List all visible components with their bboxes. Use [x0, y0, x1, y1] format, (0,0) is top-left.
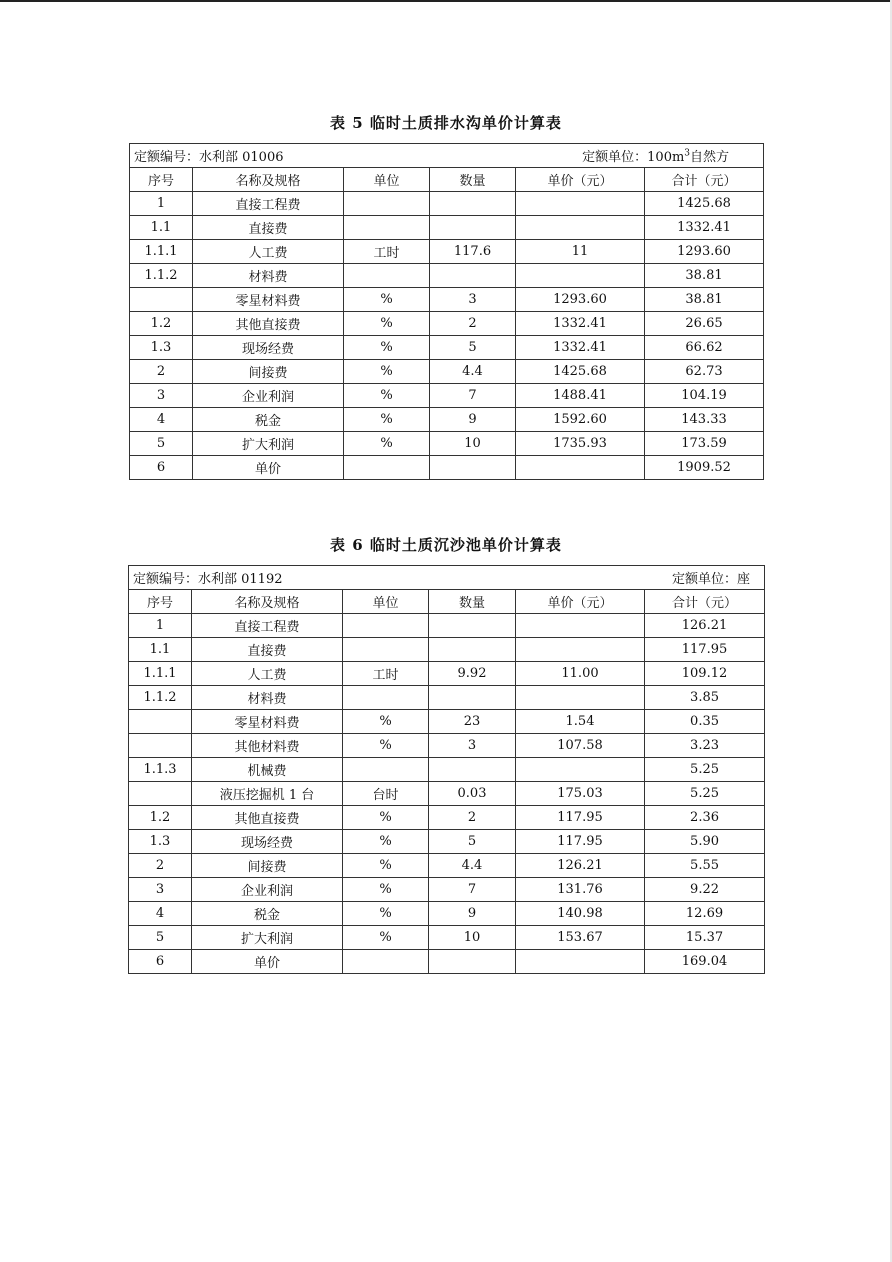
- table5-cell: [516, 192, 645, 216]
- table6-cell: 1.1.2: [129, 686, 192, 710]
- table5-cell: 117.6: [430, 240, 516, 264]
- table6-cell: 5: [129, 926, 192, 950]
- table6-cell: 1.3: [129, 830, 192, 854]
- table5-row: [130, 360, 764, 384]
- table5-cell: 税金: [193, 408, 344, 432]
- table6-cell: 0.03: [429, 782, 516, 806]
- table6-quota-number: 定额编号：水利部 01192: [133, 572, 283, 587]
- table6-cell: 9.22: [645, 878, 765, 902]
- table6-cell: 工时: [343, 662, 429, 686]
- table5-cell: 2: [430, 312, 516, 336]
- table6-cell: [429, 614, 516, 638]
- table6-cell: [343, 758, 429, 782]
- table5-cell: 1332.41: [516, 336, 645, 360]
- table6-cell: 企业利润: [192, 878, 343, 902]
- table6-cell: 机械费: [192, 758, 343, 782]
- table6-cell: 材料费: [192, 686, 343, 710]
- table5-cell: 间接费: [193, 360, 344, 384]
- table5-cell: 5: [130, 432, 193, 456]
- table5-cell: 1332.41: [645, 216, 764, 240]
- table6-cell: %: [343, 902, 429, 926]
- table6-cell: [516, 614, 645, 638]
- table6-cell: [516, 758, 645, 782]
- table6-cell: 1.54: [516, 710, 645, 734]
- table6-cell: 2: [129, 854, 192, 878]
- table5-cell: 5: [430, 336, 516, 360]
- table6-row: [129, 926, 765, 950]
- table6-cell: 人工费: [192, 662, 343, 686]
- table5-cell: 26.65: [645, 312, 764, 336]
- table5-cell: %: [344, 432, 430, 456]
- table6-cell: 5: [429, 830, 516, 854]
- table6-cell: 126.21: [516, 854, 645, 878]
- table5-cell: [430, 264, 516, 288]
- table5-cell: %: [344, 312, 430, 336]
- table5-cell: 3: [130, 384, 193, 408]
- table5-quota-number: 定额编号：水利部 01006: [134, 150, 284, 165]
- table6-cell: [429, 638, 516, 662]
- table5-cell: 1.1: [130, 216, 193, 240]
- table5-cell: 6: [130, 456, 193, 480]
- table5-meta-row: [130, 144, 764, 168]
- table5-cell: 173.59: [645, 432, 764, 456]
- table6-header-cell: 序号: [129, 590, 192, 614]
- table5-cell: 1293.60: [516, 288, 645, 312]
- table6-row: [129, 734, 765, 758]
- table5-cell: [516, 264, 645, 288]
- table5-cell: [516, 456, 645, 480]
- table5-cell: 1293.60: [645, 240, 764, 264]
- table5-cell: 人工费: [193, 240, 344, 264]
- table5-cell: 7: [430, 384, 516, 408]
- table5-cell: 4: [130, 408, 193, 432]
- table6-cell: 7: [429, 878, 516, 902]
- table5-title: 表 5 临时土质排水沟单价计算表: [330, 114, 562, 132]
- table6-cell: 117.95: [645, 638, 765, 662]
- table5-cell: 零星材料费: [193, 288, 344, 312]
- table5-cell: [344, 216, 430, 240]
- table5-row: [130, 384, 764, 408]
- table5-cell: 2: [130, 360, 193, 384]
- table5-row: [130, 240, 764, 264]
- table5-cell: 1909.52: [645, 456, 764, 480]
- table6-cell: 其他直接费: [192, 806, 343, 830]
- table6-title: 表 6 临时土质沉沙池单价计算表: [330, 536, 562, 554]
- table6-cell: 107.58: [516, 734, 645, 758]
- table5-cell: 其他直接费: [193, 312, 344, 336]
- table5-header-row: [130, 168, 764, 192]
- table6-cell: [516, 686, 645, 710]
- table5-cell: 38.81: [645, 288, 764, 312]
- table5-quota-unit: 定额单位：$100m^3$自然方: [582, 148, 730, 165]
- table5-cell: 直接费: [193, 216, 344, 240]
- table6-cell: [429, 758, 516, 782]
- table6-row: [129, 830, 765, 854]
- table5-row: [130, 312, 764, 336]
- table6-cell: 11.00: [516, 662, 645, 686]
- table6-cell: [129, 782, 192, 806]
- table5-cell: [430, 216, 516, 240]
- table6-cell: 单价: [192, 950, 343, 974]
- table6-cell: [429, 686, 516, 710]
- table6-row: [129, 638, 765, 662]
- table6-header-cell: 单价（元）: [516, 590, 645, 614]
- table6-cell: 140.98: [516, 902, 645, 926]
- table6-cell: [129, 734, 192, 758]
- table6-cell: 1.1: [129, 638, 192, 662]
- table6-cell: 10: [429, 926, 516, 950]
- table6-row: [129, 854, 765, 878]
- table5-cell: 单价: [193, 456, 344, 480]
- table6-cell: 12.69: [645, 902, 765, 926]
- table5-cell: %: [344, 408, 430, 432]
- table5-cell: 62.73: [645, 360, 764, 384]
- table5-cell: 材料费: [193, 264, 344, 288]
- table5-cell: 104.19: [645, 384, 764, 408]
- table5-row: [130, 192, 764, 216]
- table5-header-cell: 名称及规格: [193, 168, 344, 192]
- table5-cell: 1425.68: [645, 192, 764, 216]
- table6-cell: [516, 950, 645, 974]
- table6-cell: [429, 950, 516, 974]
- table6-row: [129, 806, 765, 830]
- table5-row: [130, 456, 764, 480]
- table6-cell: %: [343, 878, 429, 902]
- page-top-rule: [0, 0, 892, 2]
- table5-row: [130, 336, 764, 360]
- table5-cell: 企业利润: [193, 384, 344, 408]
- table6-cell: 131.76: [516, 878, 645, 902]
- table6-header-cell: 名称及规格: [192, 590, 343, 614]
- table5-header-cell: 单位: [344, 168, 430, 192]
- table5-cell: 9: [430, 408, 516, 432]
- table5-cell: 1592.60: [516, 408, 645, 432]
- table6-header-cell: 合计（元）: [645, 590, 765, 614]
- table5-cell: 1735.93: [516, 432, 645, 456]
- table6-cell: 117.95: [516, 806, 645, 830]
- table6-meta-row: [129, 566, 765, 590]
- table6-cell: [343, 638, 429, 662]
- table6-row: [129, 878, 765, 902]
- table6-cell: 5.90: [645, 830, 765, 854]
- table6-cell: 15.37: [645, 926, 765, 950]
- table5-cell: 11: [516, 240, 645, 264]
- table5-row: [130, 432, 764, 456]
- table5-cell: %: [344, 336, 430, 360]
- table5-cell: 143.33: [645, 408, 764, 432]
- table6-row: [129, 902, 765, 926]
- table6-header-cell: 数量: [429, 590, 516, 614]
- table6-cell: %: [343, 734, 429, 758]
- table5-header-cell: 合计（元）: [645, 168, 764, 192]
- table5-row: [130, 288, 764, 312]
- table6-cell: 5.25: [645, 782, 765, 806]
- table5-cell: 直接工程费: [193, 192, 344, 216]
- table6-cell: 2.36: [645, 806, 765, 830]
- table6-cell: 3: [129, 878, 192, 902]
- table6-row: [129, 614, 765, 638]
- table6-row: [129, 950, 765, 974]
- table6: [128, 565, 765, 974]
- table6-cell: 直接工程费: [192, 614, 343, 638]
- table5-cell: [344, 264, 430, 288]
- table6-header-row: [129, 590, 765, 614]
- table5-cell: [430, 192, 516, 216]
- table5-cell: 1.1.2: [130, 264, 193, 288]
- table6-cell: 9: [429, 902, 516, 926]
- table6-header-cell: 单位: [343, 590, 429, 614]
- table6-cell: 1.1.3: [129, 758, 192, 782]
- table6-cell: [129, 710, 192, 734]
- table5-cell: 38.81: [645, 264, 764, 288]
- table6-cell: [343, 686, 429, 710]
- table6-cell: 间接费: [192, 854, 343, 878]
- table6-cell: 1.1.1: [129, 662, 192, 686]
- table6-cell: 4: [129, 902, 192, 926]
- table5-cell: 1488.41: [516, 384, 645, 408]
- table5-header-cell: 数量: [430, 168, 516, 192]
- table6-cell: 其他材料费: [192, 734, 343, 758]
- table6-cell: 直接费: [192, 638, 343, 662]
- table6-cell: 3.23: [645, 734, 765, 758]
- table6-cell: 126.21: [645, 614, 765, 638]
- table5-cell: 4.4: [430, 360, 516, 384]
- table5-header-cell: 单价（元）: [516, 168, 645, 192]
- table5-cell: %: [344, 384, 430, 408]
- table5: [129, 143, 764, 480]
- table6-cell: 153.67: [516, 926, 645, 950]
- table5-cell: 现场经费: [193, 336, 344, 360]
- table6-cell: 169.04: [645, 950, 765, 974]
- table5-cell: 1332.41: [516, 312, 645, 336]
- table5-cell: 扩大利润: [193, 432, 344, 456]
- table5-row: [130, 216, 764, 240]
- table6-cell: 零星材料费: [192, 710, 343, 734]
- table5-cell: [344, 192, 430, 216]
- table6-cell: 9.92: [429, 662, 516, 686]
- table6-cell: 5.25: [645, 758, 765, 782]
- table5-cell: [130, 288, 193, 312]
- table6-cell: 4.4: [429, 854, 516, 878]
- table6-cell: %: [343, 854, 429, 878]
- table6-cell: 3: [429, 734, 516, 758]
- table6-cell: 6: [129, 950, 192, 974]
- table5-header-cell: 序号: [130, 168, 193, 192]
- table5-cell: 工时: [344, 240, 430, 264]
- table6-cell: %: [343, 806, 429, 830]
- table5-cell: 1: [130, 192, 193, 216]
- table5-cell: 1.1.1: [130, 240, 193, 264]
- table5-cell: %: [344, 360, 430, 384]
- table6-cell: %: [343, 710, 429, 734]
- table6-cell: 扩大利润: [192, 926, 343, 950]
- table5-row: [130, 264, 764, 288]
- table6-cell: 0.35: [645, 710, 765, 734]
- table5-cell: %: [344, 288, 430, 312]
- table6-row: [129, 662, 765, 686]
- table5-cell: 10: [430, 432, 516, 456]
- table6-cell: 3.85: [645, 686, 765, 710]
- table6-cell: 117.95: [516, 830, 645, 854]
- table5-cell: [344, 456, 430, 480]
- table5-cell: [430, 456, 516, 480]
- table5-cell: 66.62: [645, 336, 764, 360]
- table6-cell: 1: [129, 614, 192, 638]
- table6-cell: 5.55: [645, 854, 765, 878]
- table6-cell: [343, 614, 429, 638]
- table6-cell: 税金: [192, 902, 343, 926]
- table6-cell: %: [343, 926, 429, 950]
- table6-cell: [343, 950, 429, 974]
- table5-cell: [516, 216, 645, 240]
- table6-cell: %: [343, 830, 429, 854]
- table6-row: [129, 686, 765, 710]
- table6-cell: 109.12: [645, 662, 765, 686]
- table5-cell: 1.3: [130, 336, 193, 360]
- table5-cell: 3: [430, 288, 516, 312]
- table6-cell: 175.03: [516, 782, 645, 806]
- table6-row: [129, 710, 765, 734]
- table6-cell: 现场经费: [192, 830, 343, 854]
- table6-cell: 2: [429, 806, 516, 830]
- table6-cell: 液压挖掘机 1 台: [192, 782, 343, 806]
- table6-quota-unit: 定额单位：座: [672, 572, 751, 587]
- table5-cell: 1.2: [130, 312, 193, 336]
- table6-cell: 台时: [343, 782, 429, 806]
- table5-row: [130, 408, 764, 432]
- table6-cell: 23: [429, 710, 516, 734]
- table6-row: [129, 758, 765, 782]
- table6-row: [129, 782, 765, 806]
- table6-cell: 1.2: [129, 806, 192, 830]
- table5-cell: 1425.68: [516, 360, 645, 384]
- table6-cell: [516, 638, 645, 662]
